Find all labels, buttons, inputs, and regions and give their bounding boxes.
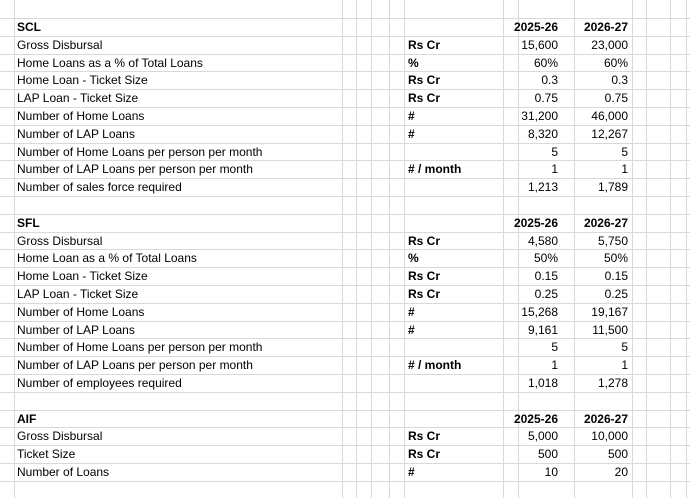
section-header-row [0,411,690,429]
unit-cell[interactable]: # [408,322,415,337]
value-2025-26[interactable]: 1 [551,358,558,373]
table-row [0,37,690,55]
empty-row [0,393,690,411]
year-header-2026-27[interactable]: 2026-27 [583,411,628,426]
row-label[interactable]: Number of Home Loans per person per month [17,340,263,355]
value-2025-26[interactable]: 0.3 [541,73,558,88]
year-header-2025-26[interactable]: 2025-26 [513,20,558,34]
value-2026-27[interactable]: 19,167 [591,304,628,319]
row-label[interactable]: Number of sales force required [17,180,182,195]
row-label[interactable]: Number of LAP Loans [17,126,135,141]
table-row [0,268,690,286]
value-2026-27[interactable]: 50% [603,251,628,266]
row-label[interactable]: Ticket Size [17,447,76,462]
row-label[interactable]: Number of LAP Loans per person per month [17,358,253,373]
table-row [0,126,690,144]
value-2025-26[interactable]: 1 [551,162,558,177]
value-2025-26[interactable]: 15,600 [521,37,558,52]
table-row [0,357,690,375]
value-2025-26[interactable]: 0.25 [534,287,558,301]
row-label[interactable]: Number of Home Loans per person per month [17,144,263,159]
value-2026-27[interactable]: 12,267 [591,126,628,141]
empty-row [0,197,690,215]
value-2026-27[interactable]: 60% [603,55,628,70]
table-row [0,446,690,464]
table-row [0,72,690,90]
table-row [0,108,690,126]
value-2025-26[interactable]: 1,213 [527,180,558,195]
unit-cell[interactable]: # [408,126,415,141]
table-row [0,179,690,197]
table-row [0,375,690,393]
value-2026-27[interactable]: 0.15 [604,269,628,284]
row-label[interactable]: LAP Loan - Ticket Size [17,287,139,301]
row-label[interactable]: Gross Disbursal [17,429,103,444]
value-2026-27[interactable]: 5,750 [597,233,628,248]
row-label[interactable]: Gross Disbursal [17,37,103,52]
table-row [0,144,690,162]
row-label[interactable]: Number of LAP Loans per person per month [17,162,253,177]
row-label[interactable]: Home Loan as a % of Total Loans [17,251,197,266]
table-row [0,304,690,322]
row-label[interactable]: Number of Home Loans [17,109,145,123]
value-2026-27[interactable]: 1,789 [597,180,628,195]
table-row [0,286,690,304]
value-2025-26[interactable]: 4,580 [527,233,558,248]
value-2025-26[interactable]: 5 [551,340,558,355]
value-2026-27[interactable]: 0.75 [604,91,628,106]
value-2025-26[interactable]: 1,018 [527,376,558,390]
value-2025-26[interactable]: 10 [544,465,558,479]
table-row [0,90,690,108]
value-2026-27[interactable]: 1,278 [597,376,628,390]
table-row [0,55,690,73]
row-label[interactable]: Number of Home Loans [17,304,145,319]
row-label[interactable]: Number of LAP Loans [17,322,135,337]
value-2025-26[interactable]: 31,200 [521,109,558,123]
row-label[interactable]: Number of employees required [17,376,182,390]
unit-cell[interactable]: % [408,55,419,70]
value-2025-26[interactable]: 9,161 [527,322,558,337]
table-row [0,339,690,357]
section-header-row [0,215,690,233]
unit-cell[interactable]: Rs Cr [408,287,441,301]
value-2025-26[interactable]: 0.15 [534,269,558,284]
row-label[interactable]: Gross Disbursal [17,233,103,248]
row-label[interactable]: Home Loan - Ticket Size [17,269,148,284]
year-header-2025-26[interactable]: 2025-26 [513,411,558,426]
year-header-2025-26[interactable]: 2025-26 [513,215,558,230]
value-2025-26[interactable]: 50% [533,251,558,266]
unit-cell[interactable]: # [408,109,415,123]
value-2025-26[interactable]: 60% [533,55,558,70]
unit-cell[interactable]: Rs Cr [408,233,441,248]
unit-cell[interactable]: # [408,465,415,479]
value-2025-26[interactable]: 5 [551,144,558,159]
row-label[interactable]: Number of Loans [17,465,110,479]
value-2026-27[interactable]: 46,000 [591,109,628,123]
unit-cell[interactable]: % [408,251,419,266]
value-2026-27[interactable]: 23,000 [591,37,628,52]
table-row [0,322,690,340]
table-row [0,464,690,482]
value-2026-27[interactable]: 1 [621,358,628,373]
table-row [0,428,690,446]
value-2025-26[interactable]: 8,320 [527,126,558,141]
value-2026-27[interactable]: 5 [621,340,628,355]
table-row [0,233,690,251]
unit-cell[interactable]: # / month [408,162,462,177]
year-header-2026-27[interactable]: 2026-27 [583,20,628,34]
table-row [0,161,690,179]
value-2026-27[interactable]: 11,500 [592,322,628,337]
grid-row [0,1,690,19]
row-label[interactable]: Home Loan - Ticket Size [17,73,148,88]
section-title[interactable]: SCL [17,20,41,34]
value-2026-27[interactable]: 500 [607,447,628,462]
row-label[interactable]: LAP Loan - Ticket Size [17,91,139,106]
unit-cell[interactable]: Rs Cr [408,429,441,444]
value-2025-26[interactable]: 15,268 [521,304,558,319]
unit-cell[interactable]: Rs Cr [408,73,441,88]
value-2026-27[interactable]: 10,000 [591,429,628,444]
value-2025-26[interactable]: 0.75 [534,91,558,106]
value-2026-27[interactable]: 5 [621,144,628,159]
unit-cell[interactable]: Rs Cr [408,447,441,462]
value-2026-27[interactable]: 20 [614,465,628,479]
section-header-row [0,19,690,37]
unit-cell[interactable]: Rs Cr [408,91,441,106]
table-row [0,250,690,268]
row-label[interactable]: Home Loans as a % of Total Loans [17,55,203,70]
year-header-2026-27[interactable]: 2026-27 [583,215,628,230]
section-title[interactable]: SFL [17,215,40,230]
value-2025-26[interactable]: 5,000 [527,429,558,444]
section-title[interactable]: AIF [17,411,37,426]
unit-cell[interactable]: # / month [408,358,462,373]
value-2025-26[interactable]: 500 [537,447,558,462]
unit-cell[interactable]: # [408,304,415,319]
value-2026-27[interactable]: 1 [621,162,628,177]
value-2026-27[interactable]: 0.25 [604,287,628,301]
value-2026-27[interactable]: 0.3 [611,73,628,88]
unit-cell[interactable]: Rs Cr [408,269,441,284]
unit-cell[interactable]: Rs Cr [408,37,441,52]
